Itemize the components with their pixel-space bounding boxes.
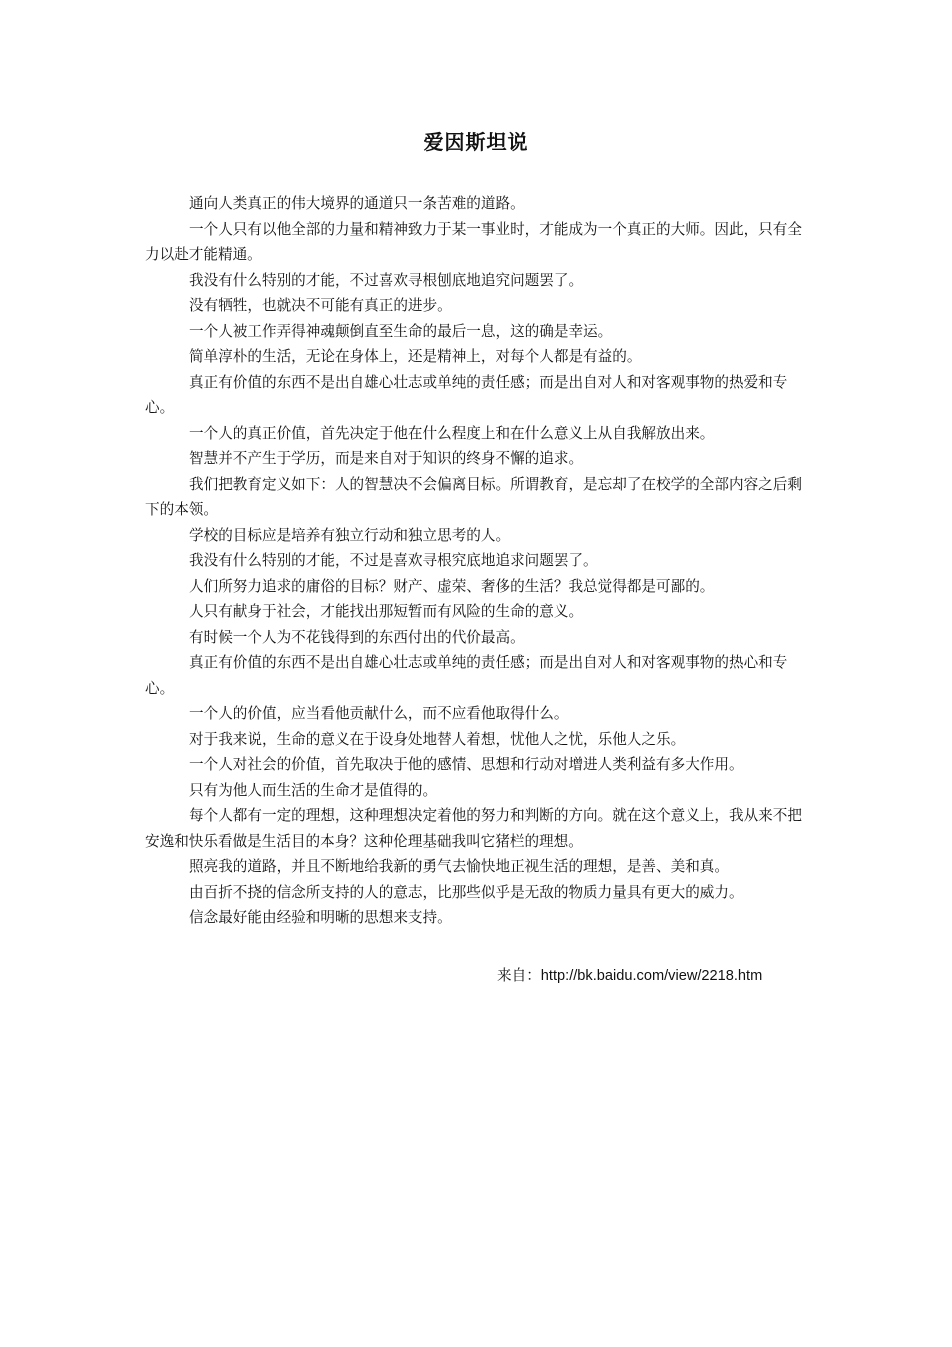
quote-paragraph: 一个人对社会的价值，首先取决于他的感情、思想和行动对增进人类利益有多大作用。 [189,756,744,773]
quote-paragraph: 智慧并不产生于学历，而是来自对于知识的终身不懈的追求。 [189,450,584,467]
quote-paragraph: 真正有价值的东西不是出自雄心壮志或单纯的责任感；而是出自对人和对客观事物的热爱和专心。 [145,373,788,416]
quote-paragraph: 一个人被工作弄得神魂颠倒直至生命的最后一息，这的确是幸运。 [189,322,613,340]
document-title: 爱因斯坦说 [423,130,529,154]
source-attribution [497,965,762,987]
quote-paragraph: 照亮我的道路，并且不断地给我新的勇气去愉快地正视生活的理想，是善、美和真。 [189,858,729,875]
quote-paragraph: 我们把教育定义如下：人的智慧决不会偏离目标。所谓教育，是忘却了在校学的全部内容之后剩下的本领。 [145,475,802,518]
quote-paragraph: 没有牺牲，也就决不可能有真正的进步。 [189,297,452,314]
quote-paragraph: 信念最好能由经验和明晰的思想来支持。 [189,909,452,926]
quote-paragraph: 一个人只有以他全部的力量和精神致力于某一事业时，才能成为一个真正的大师。因此，只有全力以赴才能精通。 [145,220,802,263]
quote-paragraph: 对于我来说，生命的意义在于设身处地替人着想，忧他人之忧，乐他人之乐。 [189,730,686,748]
source-url: http://bk.baidu.com/view/2218.htm [540,968,763,984]
quote-paragraph: 一个人的价值，应当看他贡献什么，而不应看他取得什么。 [189,705,569,722]
quote-paragraph: 一个人的真正价值，首先决定于他在什么程度上和在什么意义上从自我解放出来。 [189,424,715,442]
quote-paragraph: 我没有什么特别的才能，不过是喜欢寻根究底地追求问题罢了。 [189,552,598,569]
quote-paragraph: 我没有什么特别的才能，不过喜欢寻根刨底地追究问题罢了。 [189,271,584,289]
quote-paragraph: 只有为他人而生活的生命才是值得的。 [189,781,438,799]
source-label: 来自： [497,967,541,984]
quote-paragraph: 人们所努力追求的庸俗的目标？财产、虚荣、奢侈的生活？我总觉得都是可鄙的。 [189,577,715,595]
quote-list [145,191,813,931]
quote-paragraph: 人只有献身于社会，才能找出那短暂而有风险的生命的意义。 [189,603,584,620]
quote-paragraph: 由百折不挠的信念所支持的人的意志，比那些似乎是无敌的物质力量具有更大的威力。 [189,883,744,901]
quote-paragraph: 简单淳朴的生活，无论在身体上，还是精神上，对每个人都是有益的。 [189,348,642,365]
quote-paragraph: 每个人都有一定的理想，这种理想决定着他的努力和判断的方向。就在这个意义上，我从来不把安逸和快乐看做是生活目的本身？这种伦理基础我叫它猪栏的理想。 [145,807,802,850]
quote-paragraph: 有时候一个人为不花钱得到的东西付出的代价最高。 [189,628,525,646]
quote-paragraph: 通向人类真正的伟大境界的通道只一条苦难的道路。 [189,195,525,212]
quote-paragraph: 真正有价值的东西不是出自雄心壮志或单纯的责任感；而是出自对人和对客观事物的热心和专心。 [145,654,788,697]
quote-paragraph: 学校的目标应是培养有独立行动和独立思考的人。 [189,526,511,544]
